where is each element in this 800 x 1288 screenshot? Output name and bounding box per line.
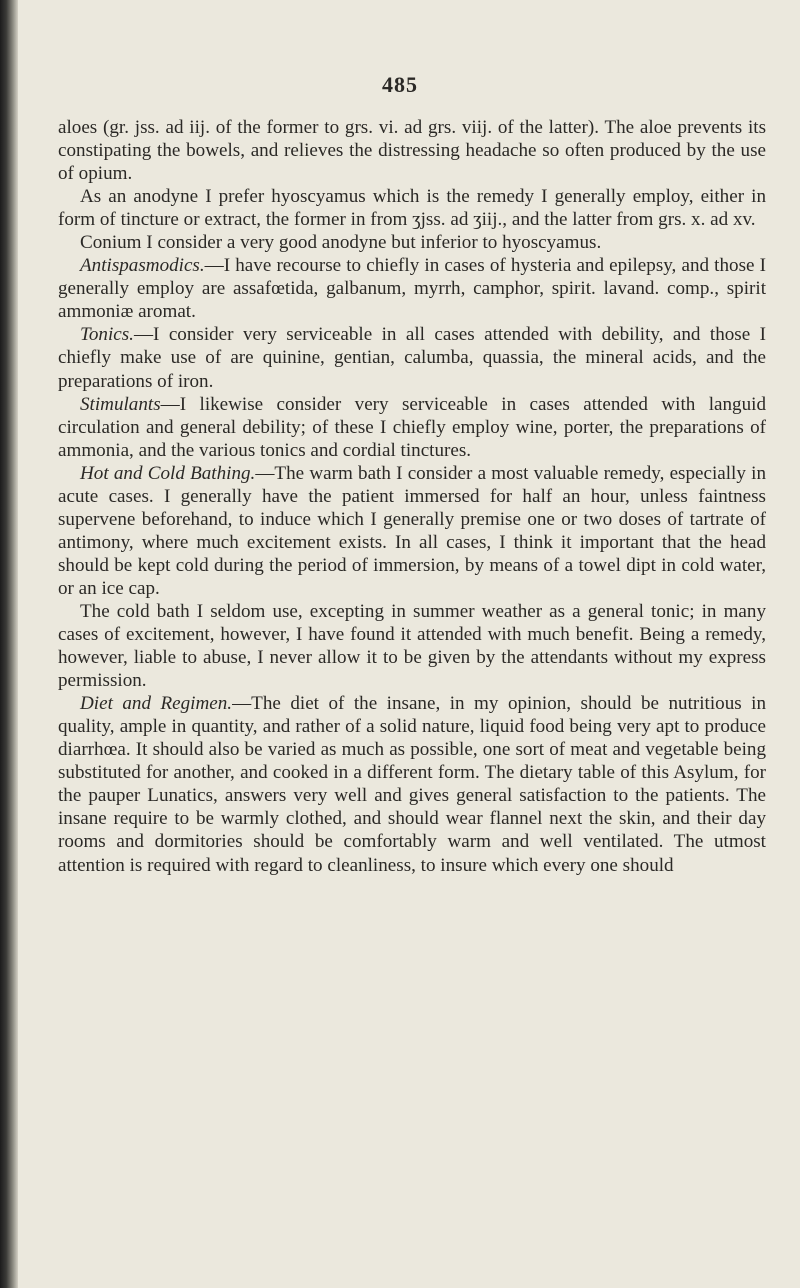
section-heading: Diet and Regimen.: [80, 693, 233, 715]
paragraph-bathing: [58, 462, 766, 600]
paragraph-body: Conium I consider a very good anodyne but inferior to hyoscyamus.: [80, 232, 602, 254]
page-number: 485: [382, 72, 418, 97]
section-heading: Hot and Cold Bathing.: [80, 462, 256, 484]
paragraph-conium: [58, 231, 766, 254]
page-body: [58, 116, 766, 877]
paragraph-diet: [58, 692, 766, 876]
paragraph-body: —I consider very serviceable in all cases attended with debility, and those I chiefly make use of are quinine, gentian, calumba, quassia, the mineral acids, and the preparations of iron.: [58, 324, 766, 392]
paragraph-body: —I have recourse to chiefly in cases of hysteria and epilepsy, and those I generally employ are assafœtida, galbanum, myrrh, camphor, spirit. lavand. comp., spirit ammoniæ aromat.: [58, 255, 766, 323]
paragraph-body: —The warm bath I consider a most valuable remedy, especially in acute cases. I generally have the patient immersed for half an hour, unless faintness supervene beforehand, to induce which I generally premise one or two doses of tartrate of antimony, where much excitement exists. In all cases, I think it important that the head should be kept cold during the period of immersion, by means of a towel dipt in cold water, or an ice cap.: [58, 462, 766, 599]
paragraph-anodyne: [58, 185, 766, 231]
section-heading: Tonics.: [80, 324, 134, 346]
section-heading: Stimulants: [80, 393, 161, 415]
paragraph-body: aloes (gr. jss. ad iij. of the former to grs. vi. ad grs. viij. of the latter). The aloe prevents its constipating the bowels, and relieves the distressing headache so often produced by the use of opium.: [58, 117, 766, 185]
paragraph-aloes: [58, 116, 766, 185]
paragraph-antispasmodics: [58, 254, 766, 323]
paragraph-body: The cold bath I seldom use, excepting in summer weather as a general tonic; in many cases of excitement, however, I have found it attended with much benefit. Being a remedy, however, liable to abuse, I never allow it to be given by the attendants without my express permission.: [58, 600, 766, 692]
section-heading: Antispasmodics.: [80, 255, 205, 277]
paragraph-tonics: [58, 323, 766, 392]
book-binding-edge: [0, 0, 18, 1288]
paragraph-body: —I likewise consider very serviceable in cases attended with languid circulation and general debility; of these I chiefly employ wine, porter, the preparations of ammonia, and the various tonics and cordial tinctures.: [58, 393, 766, 461]
paragraph-stimulants: [58, 393, 766, 462]
paragraph-body: —The diet of the insane, in my opinion, should be nutritious in quality, ample in quantity, and rather of a solid nature, liquid food being very apt to produce diarrhœa. It should also be varied as much as possible, one sort of meat and vegetable being substituted for another, and cooked in a different form. The dietary table of this Asylum, for the pauper Lunatics, answers very well and gives general satisfaction to the patients. The insane require to be warmly clothed, and should wear flannel next the skin, and their day rooms and dormitories should be comfortably warm and well ventilated. The utmost attention is required with regard to cleanliness, to insure which every one should: [58, 693, 767, 876]
paragraph-cold-bath: [58, 600, 766, 692]
paragraph-body: As an anodyne I prefer hyoscyamus which is the remedy I generally employ, either in form of tincture or extract, the former in from ʒjss. ad ʒiij., and the latter from grs. x. ad xv.: [58, 186, 766, 231]
